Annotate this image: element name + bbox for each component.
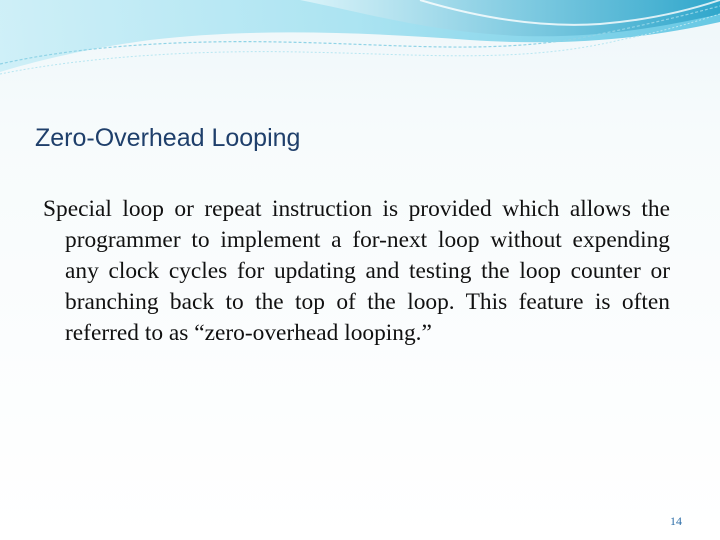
slide-title: Zero-Overhead Looping: [35, 124, 301, 152]
header-wave-decoration: [0, 0, 720, 90]
slide-body-text: Special loop or repeat instruction is provided which allows the programmer to implement a for-next loop without expending any clock cycles for updating and testing the loop counter or branching back to the top of the loop. This feature is often referred to as “zero-overhead looping.”: [43, 196, 670, 346]
page-number: 14: [670, 514, 682, 528]
